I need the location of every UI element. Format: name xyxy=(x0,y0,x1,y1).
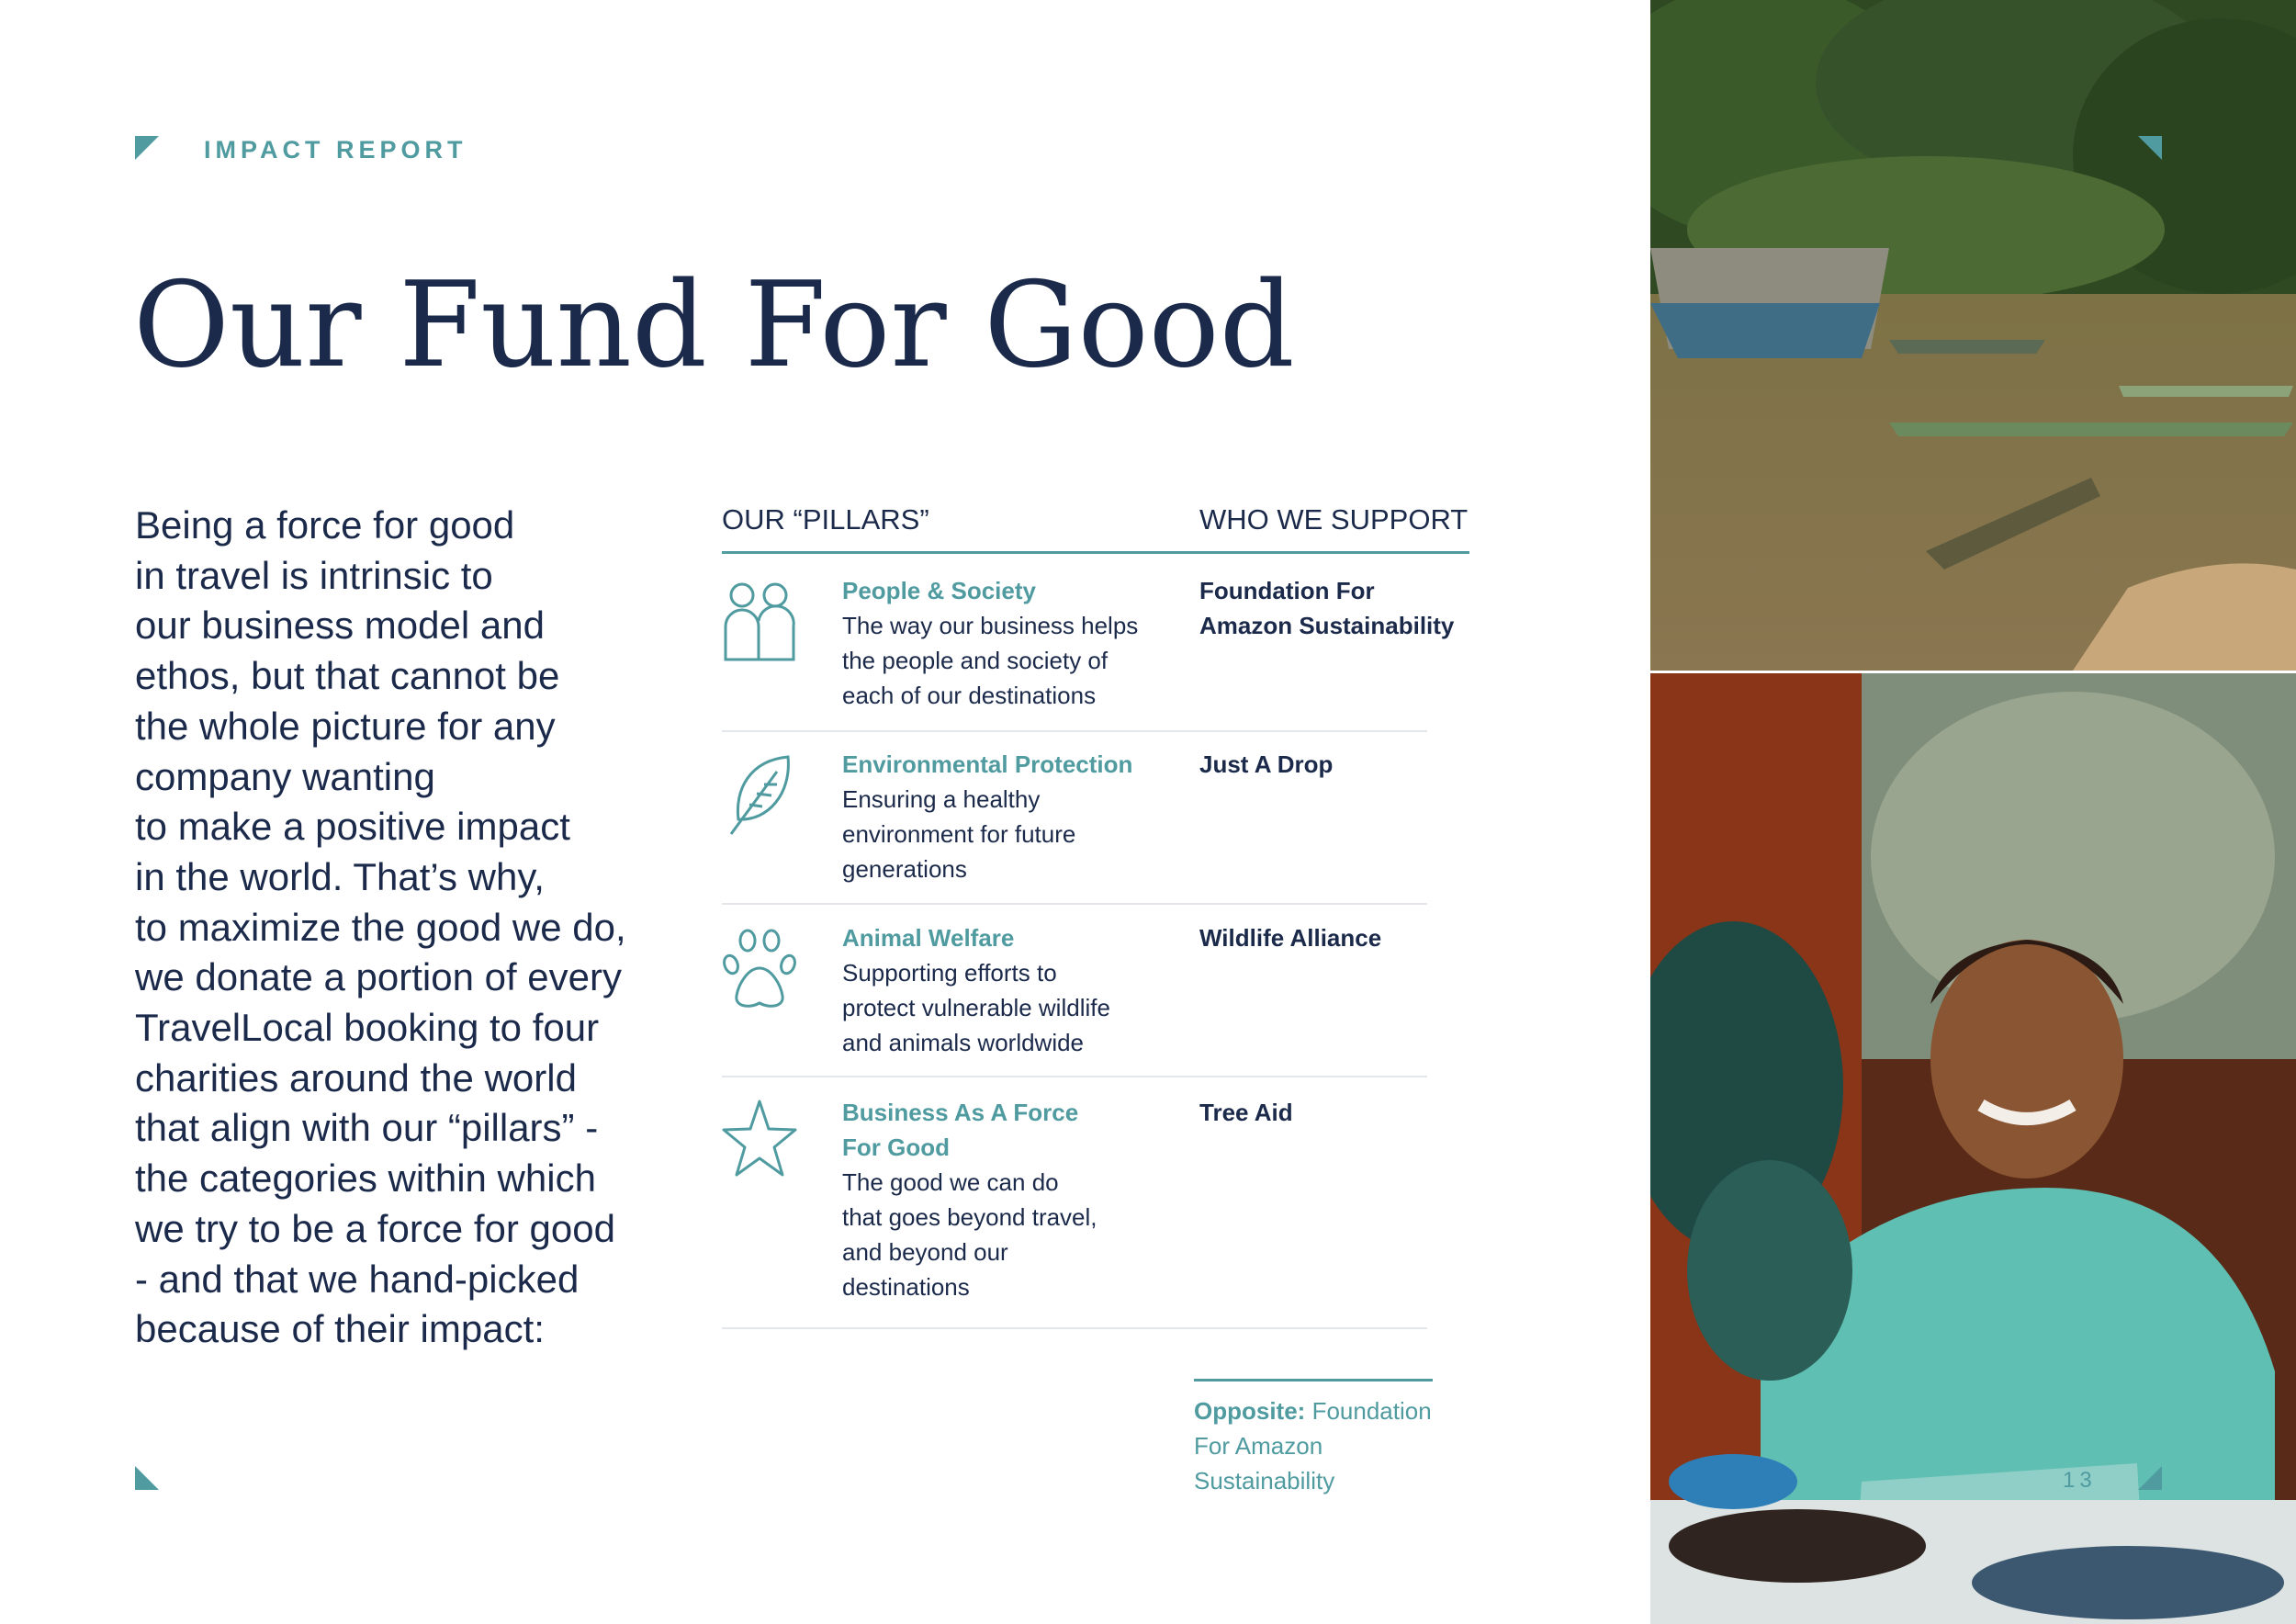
intro-line: company wanting xyxy=(135,754,435,798)
row-divider xyxy=(722,1076,1427,1077)
pillar-environmental-protection xyxy=(842,747,1164,886)
pillar-desc-line: environment for future xyxy=(842,820,1076,848)
charity-name-line: Foundation For xyxy=(1199,577,1375,604)
intro-line: our business model and xyxy=(135,603,545,648)
intro-line: to make a positive impact xyxy=(135,805,570,849)
pillar-business-force-for-good xyxy=(842,1095,1164,1304)
intro-line: in the world. That’s why, xyxy=(135,854,545,898)
pillars-column-header: OUR “PILLARS” xyxy=(722,503,929,536)
page-title: Our Fund For Good xyxy=(133,257,1295,394)
charity-name-line: Amazon Sustainability xyxy=(1199,612,1455,639)
row-divider xyxy=(722,903,1427,905)
page-number: 13 xyxy=(2063,1468,2097,1493)
pillar-title-line: For Good xyxy=(842,1133,950,1161)
row-divider xyxy=(722,1327,1427,1329)
supported-charity xyxy=(1199,1095,1475,1130)
star-icon xyxy=(722,1098,797,1180)
support-column-header: WHO WE SUPPORT xyxy=(1199,503,1469,536)
pillar-desc-line: Supporting efforts to xyxy=(842,959,1057,987)
pillar-desc-line: and beyond our xyxy=(842,1238,1008,1266)
intro-line: we donate a portion of every xyxy=(135,955,623,999)
corner-mark-top-right xyxy=(2138,136,2162,160)
pillar-desc-line: the people and society of xyxy=(842,647,1109,674)
corner-mark-top-left xyxy=(135,136,159,160)
pillar-desc-line: The good we can do xyxy=(842,1168,1059,1196)
caption-text-line: Foundation xyxy=(1311,1397,1432,1425)
caption-label: Opposite: xyxy=(1194,1397,1306,1425)
intro-line: the categories within which xyxy=(135,1156,596,1201)
intro-line: Being a force for good xyxy=(135,503,515,547)
leaf-icon xyxy=(722,753,797,836)
caption-text-line: Sustainability xyxy=(1194,1467,1335,1494)
caption-rule xyxy=(1194,1379,1433,1382)
intro-line: - and that we hand-picked xyxy=(135,1257,580,1301)
photo-caption xyxy=(1194,1393,1451,1498)
people-icon xyxy=(722,579,797,661)
supported-charity xyxy=(1199,747,1475,782)
pillar-title: Environmental Protection xyxy=(842,750,1133,778)
charity-name-line: Just A Drop xyxy=(1199,750,1334,778)
intro-line: charities around the world xyxy=(135,1055,577,1100)
table-header-rule xyxy=(722,551,1469,554)
pillar-desc-line: and animals worldwide xyxy=(842,1029,1085,1056)
intro-line: the whole picture for any xyxy=(135,704,556,748)
intro-paragraph xyxy=(135,501,649,1355)
section-eyebrow: IMPACT REPORT xyxy=(204,136,467,164)
river-boats-photo xyxy=(1650,0,2296,671)
pillar-desc-line: each of our destinations xyxy=(842,682,1097,709)
paw-icon xyxy=(722,928,797,1010)
corner-mark-bottom-left xyxy=(135,1466,159,1490)
intro-line: to maximize the good we do, xyxy=(135,905,626,949)
pillar-title-line: Business As A Force xyxy=(842,1099,1079,1126)
supported-charity xyxy=(1199,920,1475,955)
pillar-people-society xyxy=(842,573,1164,713)
pillar-desc-line: protect vulnerable wildlife xyxy=(842,994,1110,1021)
charity-name-line: Wildlife Alliance xyxy=(1199,924,1382,952)
pillar-animal-welfare xyxy=(842,920,1164,1060)
intro-line: we try to be a force for good xyxy=(135,1206,615,1250)
supported-charity xyxy=(1199,573,1475,643)
row-divider xyxy=(722,730,1427,732)
corner-mark-bottom-right xyxy=(2138,1466,2162,1490)
pillar-desc-line: The way our business helps xyxy=(842,612,1139,639)
charity-name-line: Tree Aid xyxy=(1199,1099,1293,1126)
intro-line: because of their impact: xyxy=(135,1307,545,1351)
intro-line: that align with our “pillars” - xyxy=(135,1106,599,1150)
pillar-desc-line: generations xyxy=(842,855,967,883)
caption-text-line: For Amazon xyxy=(1194,1432,1323,1460)
intro-line: ethos, but that cannot be xyxy=(135,654,560,698)
pillar-desc-line: that goes beyond travel, xyxy=(842,1203,1097,1231)
pillar-desc-line: destinations xyxy=(842,1273,970,1301)
intro-line: in travel is intrinsic to xyxy=(135,553,493,597)
pillar-title: People & Society xyxy=(842,577,1036,604)
intro-line: TravelLocal booking to four xyxy=(135,1006,600,1050)
pillar-title: Animal Welfare xyxy=(842,924,1015,952)
woman-weaving-photo xyxy=(1650,673,2296,1624)
pillar-desc-line: Ensuring a healthy xyxy=(842,785,1041,813)
